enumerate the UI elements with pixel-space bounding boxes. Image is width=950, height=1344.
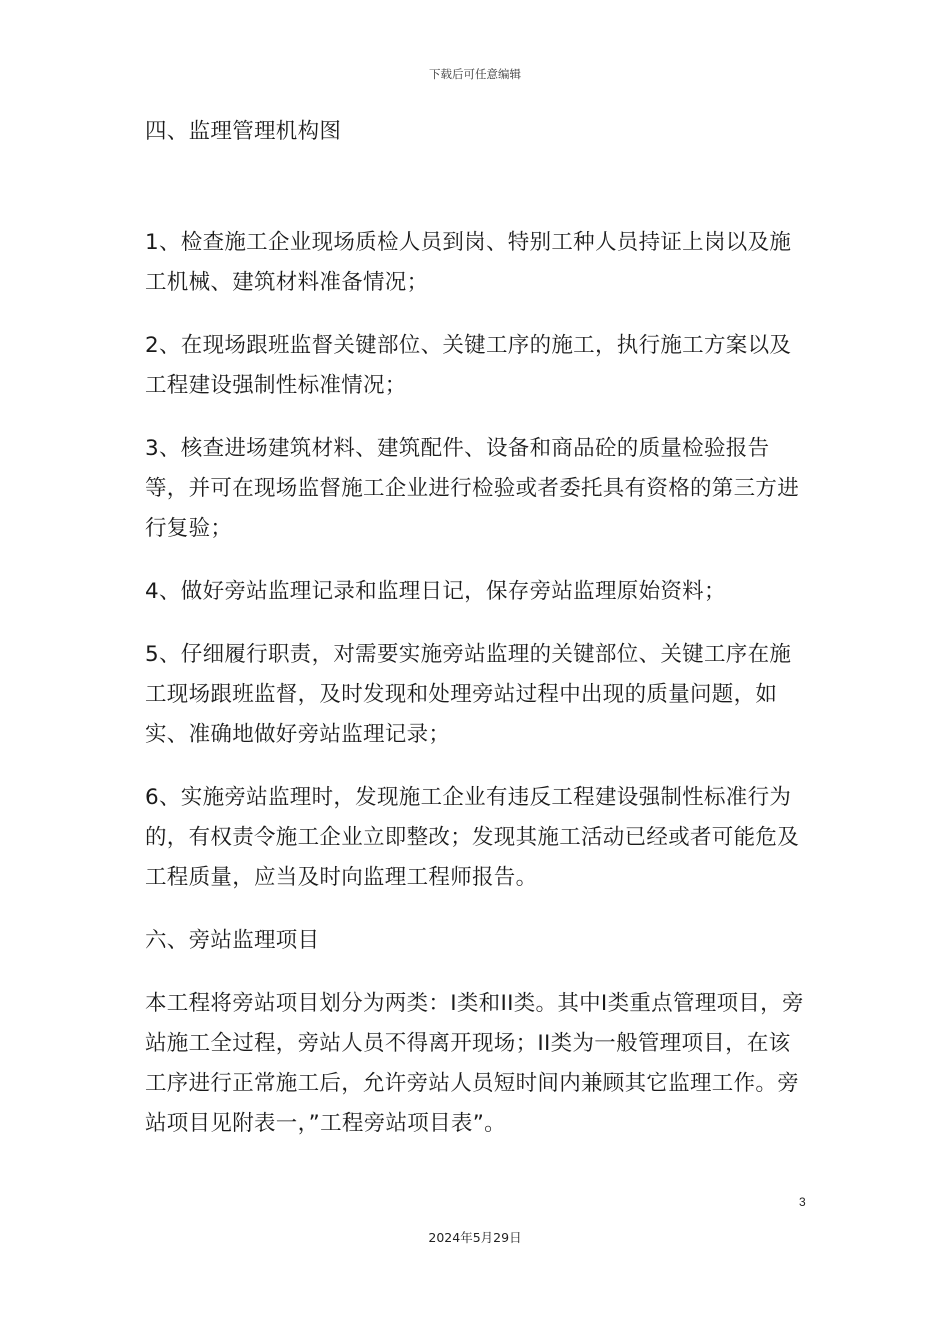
list-item-5: 5、仔细履行职责，对需要实施旁站监理的关键部位、关键工序在施工现场跟班监督，及时发现和处理旁站过程中出现的质量问题，如实、准确地做好旁站监理记录； bbox=[145, 642, 792, 747]
document-body bbox=[145, 112, 807, 1167]
list-item-6: 6、实施旁站监理时，发现施工企业有违反工程建设强制性标准行为的，有权责令施工企业立即整改；发现其施工活动已经或者可能危及工程质量，应当及时向监理工程师报告。 bbox=[145, 785, 800, 890]
section-6-paragraph: 本工程将旁站项目划分为两类：I类和II类。其中I类重点管理项目，旁站施工全过程，旁站人员不得离开现场；II类为一般管理项目，在该工序进行正常施工后，允许旁站人员短时间内兼顾其它监理工作。旁站项目见附表一，”工程旁站项目表”。 bbox=[145, 991, 804, 1136]
section-heading-4: 四、监理管理机构图 bbox=[145, 119, 342, 144]
page-header-note: 下载后可任意编辑 bbox=[429, 67, 521, 81]
list-item-1: 1、检查施工企业现场质检人员到岗、特别工种人员持证上岗以及施工机械、建筑材料准备情况； bbox=[145, 230, 792, 295]
section-heading-6: 六、旁站监理项目 bbox=[145, 928, 320, 953]
list-item-2: 2、在现场跟班监督关键部位、关键工序的施工，执行施工方案以及工程建设强制性标准情况； bbox=[145, 333, 792, 398]
page-number: 3 bbox=[799, 1195, 806, 1209]
footer-date: 2024年5月29日 bbox=[428, 1230, 522, 1245]
list-item-4: 4、做好旁站监理记录和监理日记，保存旁站监理原始资料； bbox=[145, 579, 726, 604]
list-item-3: 3、核查进场建筑材料、建筑配件、设备和商品砼的质量检验报告等，并可在现场监督施工企业进行检验或者委托具有资格的第三方进行复验； bbox=[145, 436, 800, 541]
